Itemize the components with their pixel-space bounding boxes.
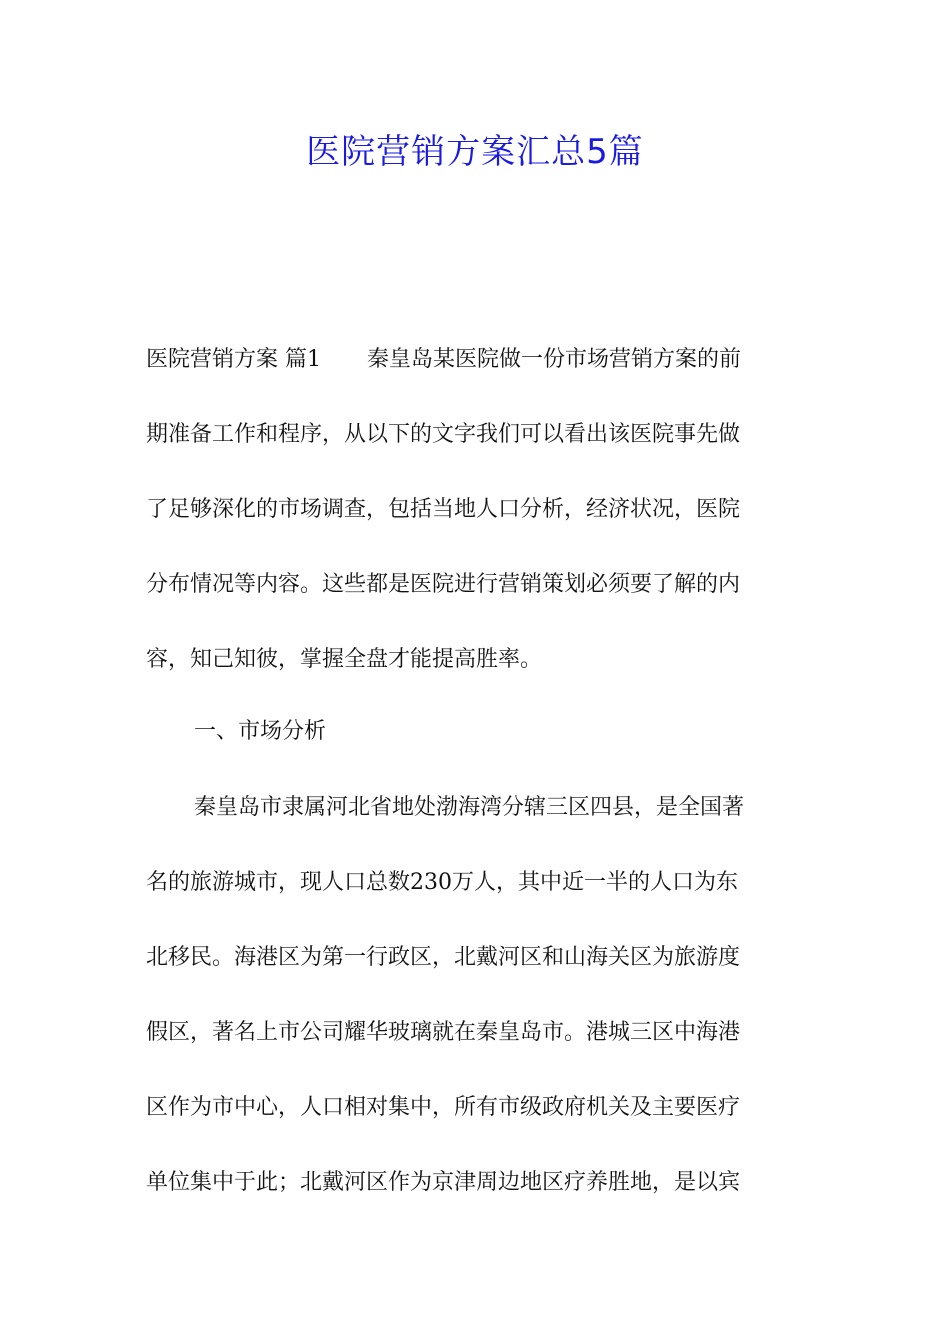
paragraph-2 (146, 770, 808, 1220)
paragraph-2-line-3: 北移民。海港区为第一行政区，北戴河区和山海关区为旅游度 (146, 945, 741, 970)
paragraph-1-line-2: 期准备工作和程序，从以下的文字我们可以看出该医院事先做 (146, 422, 741, 447)
paragraph-2-line-5: 区作为市中心，人口相对集中，所有市级政府机关及主要医疗 (146, 1095, 741, 1120)
paragraph-2-line-4: 假区，著名上市公司耀华玻璃就在秦皇岛市。港城三区中海港 (146, 1020, 741, 1045)
paragraph-2-line-2: 名的旅游城市，现人口总数230万人，其中近一半的人口为东 (146, 870, 738, 895)
paragraph-1-line-5: 容，知己知彼，掌握全盘才能提高胜率。 (146, 647, 543, 672)
paragraph-2-line-6: 单位集中于此；北戴河区作为京津周边地区疗养胜地，是以宾 (146, 1170, 741, 1195)
paragraph-1-text-1: 秦皇岛某医院做一份市场营销方案的前 (367, 347, 742, 372)
section-heading-market-analysis: 一、市场分析 (194, 719, 327, 744)
paragraph-1-line-1 (146, 322, 808, 397)
paragraph-1-line-4: 分布情况等内容。这些都是医院进行营销策划必须要了解的内 (146, 572, 741, 597)
document-title: 医院营销方案汇总5篇 (306, 132, 644, 172)
paragraph-1 (146, 322, 808, 697)
paragraph-2-line-1: 秦皇岛市隶属河北省地处渤海湾分辖三区四县，是全国著 (194, 795, 745, 820)
paragraph-1-line-3: 了足够深化的市场调查，包括当地人口分析，经济状况，医院 (146, 497, 741, 522)
section-lead: 医院营销方案 篇1 (146, 347, 321, 372)
